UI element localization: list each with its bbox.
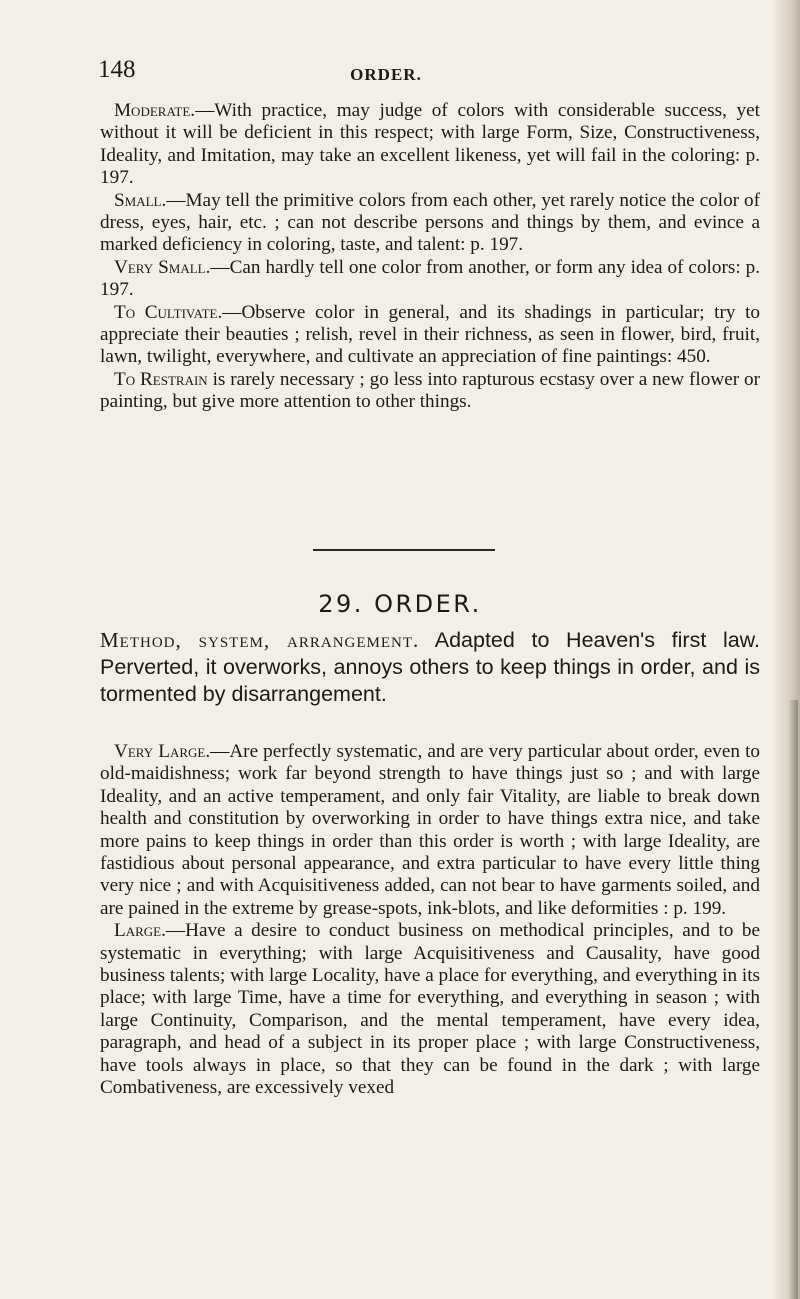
paragraph-label: Very Large. (114, 741, 211, 762)
paragraph-large (100, 920, 760, 1099)
paragraph-label: Moderate. (114, 100, 196, 121)
paragraph-text: —Are perfectly systematic, and are very particular about order, even to old-maidishness; work far beyond strength to have things just so ; and with large Ideality, and an active temperament, and only fair Vitality, are liable to break down health and constitution by overworking in order to have things extra nice, and take more pains to keep things in order than this order is worth ; with large Ideality, are fastidious about personal appearance, and extra particular to have every little thing very nice ; and with Acquisitiveness added, can not bear to have garments soiled, and are pained in the extreme by grease-spots, ink-blots, and like deformities : p. 199. (100, 741, 760, 919)
paragraph-label: Small. (114, 189, 167, 211)
paragraph-label: To Restrain (114, 368, 208, 390)
paragraph-text: —Can hardly tell one color from another, or form any idea of colors: p. 197. (100, 256, 761, 301)
paragraph-label: Very Small. (114, 256, 211, 278)
section-intro-lead: Method, system, arrangement. (100, 628, 420, 652)
page-header (0, 56, 800, 96)
paragraph-text: —Observe color in general, and its shadings in particular; try to appreciate their beauties ; relish, revel in their richness, as seen in flower, bird, fruit, lawn, twilight, everywhere, and cultivate an appreciation of fine paintings: 450. (100, 301, 761, 368)
paragraph-very-small (100, 257, 760, 302)
paragraph-label: To Cultivate. (114, 301, 223, 323)
continuation-text (100, 100, 760, 414)
paragraph-very-large (100, 741, 760, 920)
paragraph-to-cultivate (100, 302, 760, 369)
paragraph-label: Large. (114, 920, 166, 942)
paragraph-text: —With practice, may judge of colors with considerable success, yet without it will be deficient in this respect; with large Form, Size, Constructiveness, Ideality, and Imitation, may take an excellent likeness, yet will fail in the coloring: p. 197. (100, 100, 760, 189)
paragraph-to-restrain (100, 369, 760, 414)
paragraph-moderate (100, 100, 760, 190)
section-intro-text: Adapted to Heaven's first law. Perverted, it overworks, annoys others to keep things in order, and is tormented by disarrangement. (100, 628, 760, 706)
section-divider (313, 549, 495, 551)
running-head: ORDER. (350, 65, 422, 84)
paragraph-text: —Have a desire to conduct business on methodical principles, and to be systematic in everything; with large Acquisitiveness and Causality, have good business talents; with large Locality, have a place for everything, and everything in its place; with large Time, have a time for everything, and everything in season ; with large Continuity, Comparison, and the mental temperament, have every idea, paragraph, and head of a subject in its proper place ; with large Constructiveness, have tools always in place, so that they can be found in the dark ; with large Combativeness, are excessively vexed (100, 920, 760, 1099)
paragraph-small (100, 190, 760, 257)
paragraph-text: —May tell the primitive colors from each other, yet rarely notice the color of dress, eyes, hair, etc. ; can not describe persons and things by them, and evince a marked deficiency in coloring, taste, and talent: p. 197. (100, 189, 760, 256)
paragraph-text: is rarely necessary ; go less into rapturous ecstasy over a new flower or painting, but give more attention to other things. (100, 368, 761, 413)
page-edge-shadow (788, 700, 798, 1299)
section-intro (100, 627, 760, 708)
section-body (100, 741, 760, 1100)
section-title: 29. ORDER. (318, 590, 482, 618)
page-number: 148 (98, 56, 136, 83)
